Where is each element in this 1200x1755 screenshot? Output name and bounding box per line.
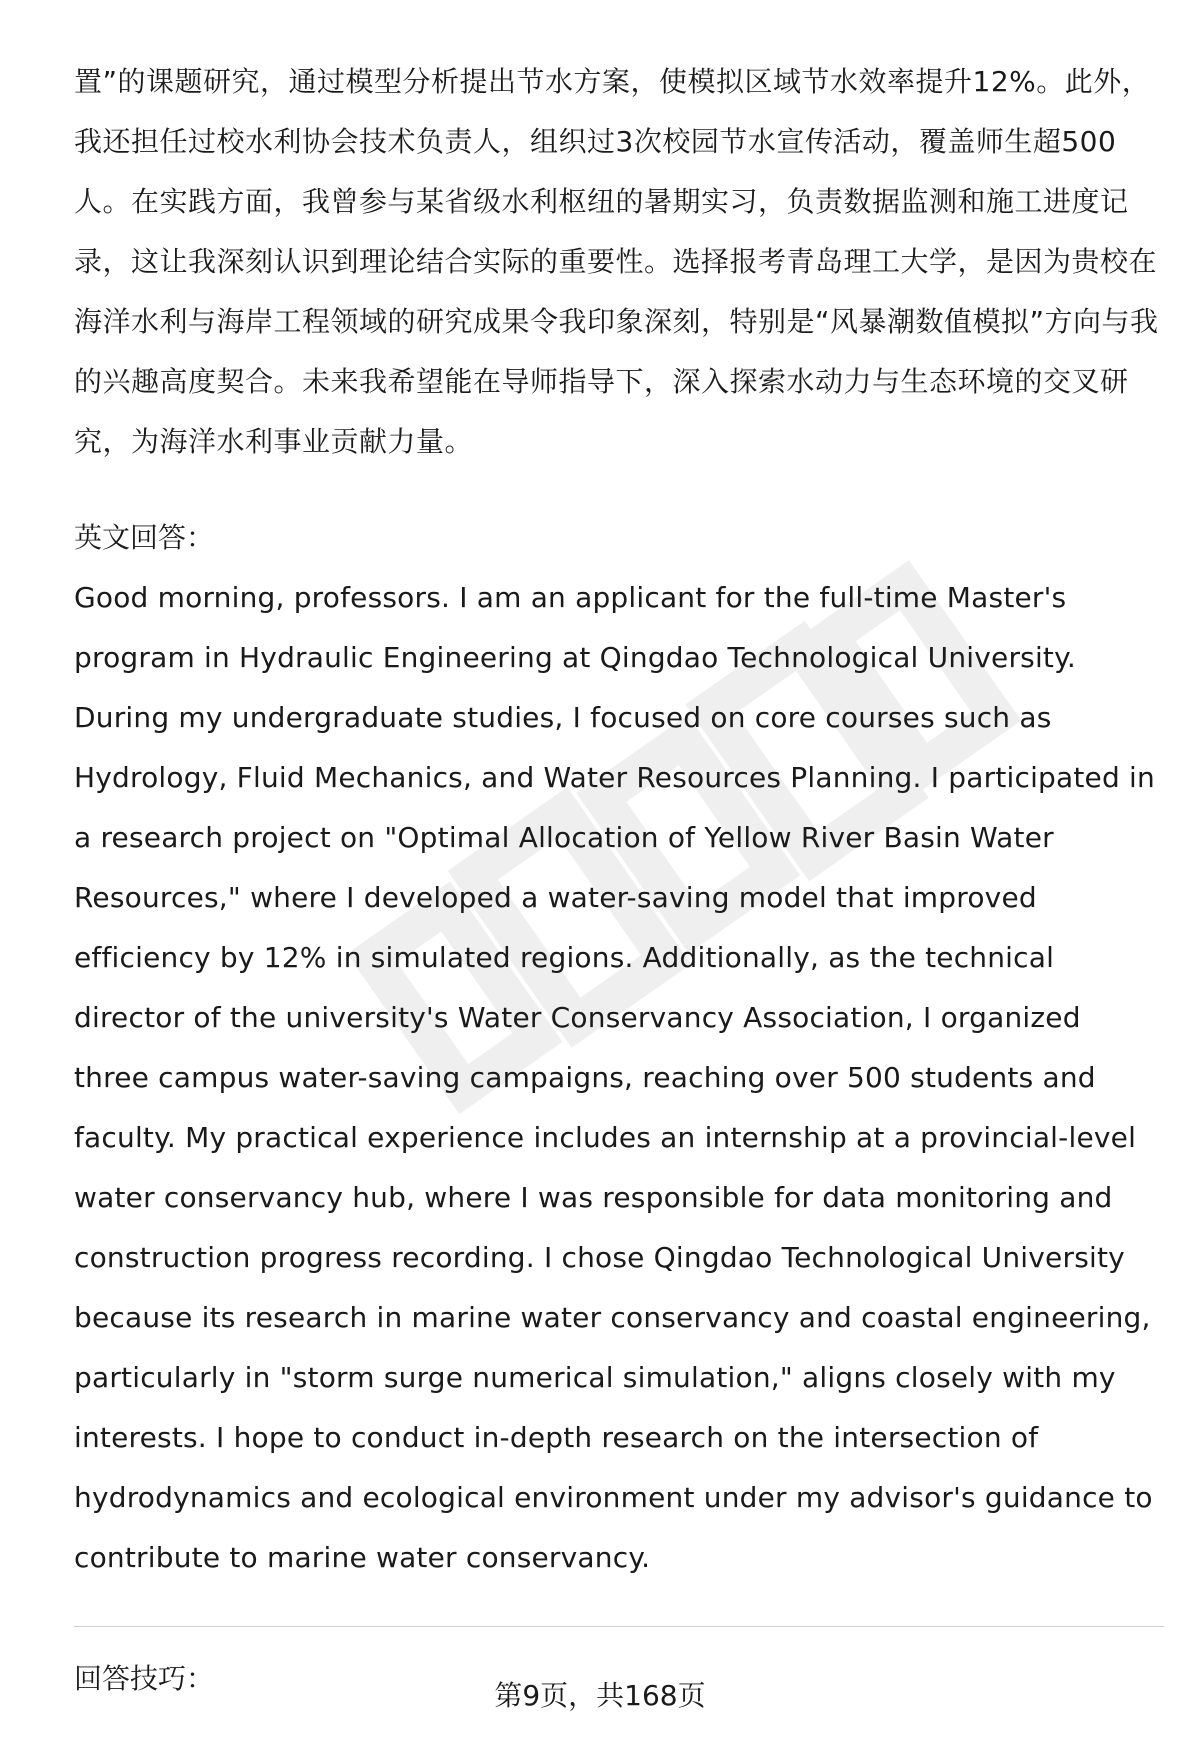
section-divider — [74, 1626, 1164, 1627]
page-indicator: 第9页，共168页 — [494, 1679, 706, 1712]
english-answer-text: Good morning, professors. I am an applicant for the full-time Master's program in Hydraulic Engineering at Qingdao Technological University. During my undergraduate studies, I focused on core courses such as Hydrology, Fluid Mechanics, and Water Resources Planning. I participated in a research project on "Optimal Allocation of Yellow River Basin Water Resources," where I developed a water-saving model that improved efficiency by 12% in simulated regions. Additionally, as the technical director of the university's Water Conservancy Association, I organized three campus water-saving campaigns, reaching over 500 students and faculty. My practical experience includes an internship at a provincial-level water conservancy hub, where I was responsible for data monitoring and construction progress recording. I chose Qingdao Technological University because its research in marine water conservancy and coastal engineering, particularly in "storm surge numerical simulation," aligns closely with my interests. I hope to conduct in-depth research on the intersection of hydrodynamics and ecological environment under my advisor's guidance to contribute to marine water conservancy. — [74, 581, 1155, 1574]
english-answer-label: 英文回答： — [74, 521, 215, 554]
answer-tips-label: 回答技巧： — [74, 1662, 215, 1695]
chinese-answer-text: 置”的课题研究，通过模型分析提出节水方案，使模拟区域节水效率提升12%。此外，我还担任过校水利协会技术负责人，组织过3次校园节水宣传活动，覆盖师生超500人。在实践方面，我曾参与某省级水利枢纽的暑期实习，负责数据监测和施工进度记录，这让我深刻认识到理论结合实际的重要性。选择报考青岛理工大学，是因为贵校在海洋水利与海岸工程领域的研究成果令我印象深刻，特别是“风暴潮数值模拟”方向与我的兴趣高度契合。未来我希望能在导师指导下，深入探索水动力与生态环境的交叉研究，为海洋水利事业贡献力量。 — [74, 65, 1159, 458]
document-page — [74, 52, 1164, 1709]
